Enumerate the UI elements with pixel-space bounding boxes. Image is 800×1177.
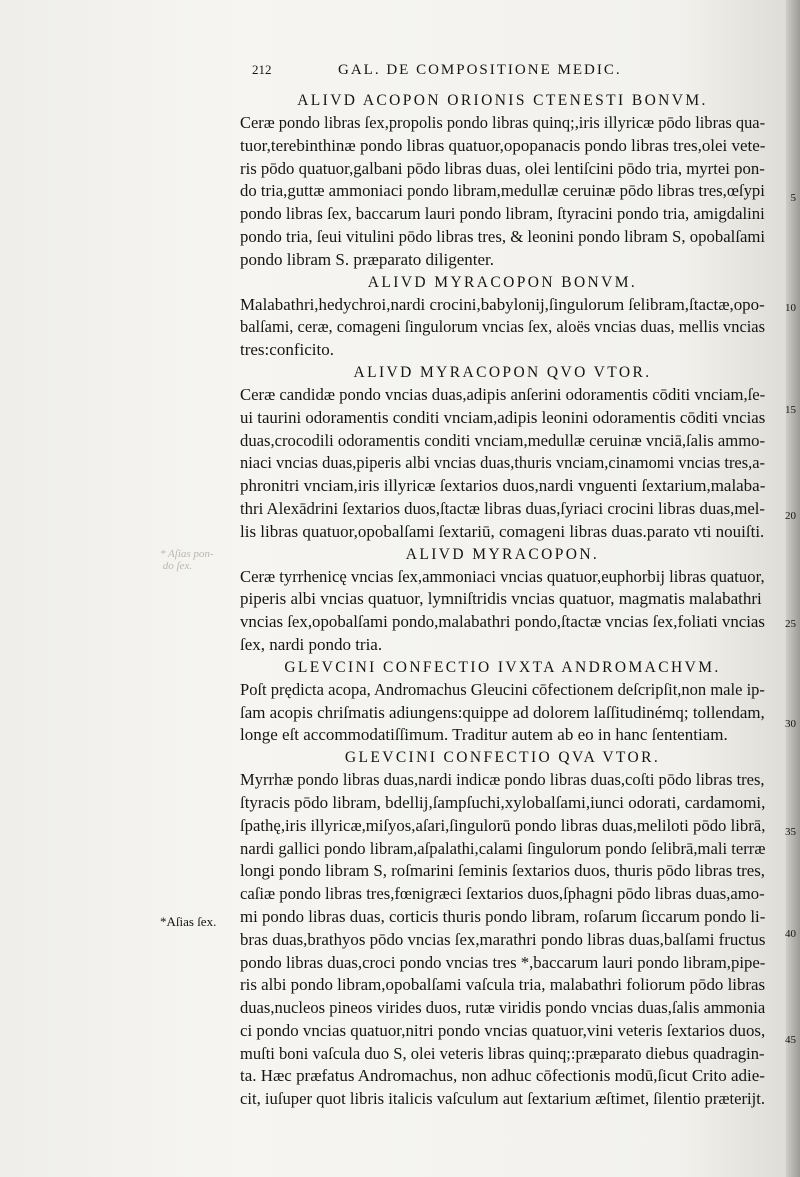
text-line: Ceræ tyrrhenicę vncias ſex,ammoniaci vncias quatuor,euphorbij libras quatuor, xyxy=(240,566,765,586)
text-line: piperis albi vncias quatuor, lymniſtridis vncias quatuor, magmatis malabathri xyxy=(240,589,762,609)
text-line: cit, iuſuper quot libris italicis vaſculum aut ſextarium æſtimet, ſilentio præterijt. xyxy=(240,1089,766,1109)
text-line: tuor,terebinthinæ pondo libras quatuor,opopanacis pondo libras tres,olei vete- xyxy=(240,135,766,155)
section-heading: GLEVCINI CONFECTIO IVXTA ANDROMACHVM. xyxy=(284,658,721,676)
running-title: GAL. DE COMPOSITIONE MEDIC. xyxy=(338,62,622,78)
text-line: Malabathri,hedychroi,nardi crocini,babylonij,ſingulorum ſelibram,ſtactæ,opo- xyxy=(240,294,765,314)
text-line: thri Alexādrini ſextarios duos,ſtactæ libras duas,ſyriaci crocini libras duas,mel- xyxy=(240,498,766,518)
section-heading: ALIVD ACOPON ORIONIS CTENESTI BONVM. xyxy=(297,92,708,109)
text-line: Ceræ candidæ pondo vncias duas,adipis anſerini odoramentis cōditi vnciam,ſe- xyxy=(240,384,766,404)
text-line: longi pondo libram S, roſmarini ſeminis ſextarios duos, thuris pōdo libras tres, xyxy=(240,861,766,881)
text-line: Myrrhæ pondo libras duas,nardi indicæ pondo libras duas,coſti pōdo libras tres, xyxy=(240,770,765,790)
text-line: nardi gallici pondo libram,aſpalathi,calami ſingulorum pondo ſelibrā,mali terræ xyxy=(240,838,766,858)
text-line: Poſt prędicta acopa, Andromachus Gleucini cōfectionem deſcripſit,non male ip- xyxy=(240,679,765,699)
page-edge-shadow xyxy=(786,0,800,1177)
text-line: lis libras quatuor,opobalſami ſextariū, comageni libras duas.parato vti nouiſti. xyxy=(240,521,765,541)
text-line: ſpathę,iris illyricæ,miſyos,aſari,ſingulorū pondo libras duas,meliloti pōdo librā, xyxy=(240,815,766,835)
line-number: 45 xyxy=(785,1034,796,1046)
line-number: 25 xyxy=(785,618,796,630)
line-number: 5 xyxy=(790,192,796,204)
text-line: phronitri vnciam,iris illyricæ ſextarios duos,nardi vnguenti ſextarium,malaba- xyxy=(240,476,766,496)
line-number: 30 xyxy=(785,718,796,730)
text-line: mi pondo libras duas, corticis thuris pondo libram, roſarum ſiccarum pondo li- xyxy=(240,906,766,926)
text-line: bras duas,brathyos pōdo vncias ſex,marathri pondo libras duas,balſami fructus xyxy=(240,929,766,949)
section-heading: ALIVD MYRACOPON QVO VTOR. xyxy=(353,363,652,381)
line-number: 40 xyxy=(785,928,796,940)
line-number: 15 xyxy=(785,404,796,416)
line-number: 35 xyxy=(785,826,796,838)
margin-note-asias: *Aſias ſex. xyxy=(160,914,217,929)
text-line: longe eſt accommodatiſſimum. Traditur autem ab eo in hanc ſententiam. xyxy=(240,725,728,745)
text-line: pondo libras ſex, baccarum lauri pondo libram, ſtyracini pondo tria, amigdalini xyxy=(240,204,765,224)
text-line: ris albi pondo libram,opobalſami vaſcula tria, malabathri foliorum pōdo libras xyxy=(240,975,766,995)
text-line: ui taurini odoramentis conditi vnciam,adipis leonini odoramentis cōditi vncias xyxy=(240,407,766,427)
section-heading: ALIVD MYRACOPON BONVM. xyxy=(367,273,638,291)
section-heading: GLEVCINI CONFECTIO QVA VTOR. xyxy=(344,749,661,767)
text-line: muſti boni vaſcula duo S, olei veteris libras quinq;:præparato diebus quadragin- xyxy=(240,1043,765,1063)
text-line: ta. Hæc præfatus Andromachus, non adhuc cōfectionis modū,ſicut Crito adie- xyxy=(240,1066,765,1086)
text-line: duas,crocodili odoramentis conditi vnciam,medullæ ceruinæ vnciā,ſalis ammo- xyxy=(240,430,765,450)
text-line: pondo libram S. præparato diligenter. xyxy=(240,249,495,269)
text-line: do tria,guttæ ammoniaci pondo libram,medullæ ceruinæ pōdo libras tres,œſypi xyxy=(240,181,765,201)
text-line: pondo tria, ſeui vitulini pōdo libras tres, & leonini pondo libram S, opobalſami xyxy=(240,226,766,246)
line-number: 20 xyxy=(785,510,796,522)
section-heading: ALIVD MYRACOPON. xyxy=(405,545,600,563)
text-line: duas,nucleos pineos virides duos, rutæ viridis pondo vncias duas,ſalis ammonia xyxy=(240,998,766,1018)
text-line: niaci vncias duas,piperis albi vncias duas,thuris vnciam,cinamomi vncias tres,a- xyxy=(240,453,765,473)
text-line: ſam acopis chriſmatis adiungens:quippe ad dolorem laſſitudinémq; tollendam, xyxy=(240,702,765,722)
text-line: balſami, ceræ, comageni ſingulorum vncias ſex, aloës vncias duas, mellis vncias xyxy=(240,317,766,337)
main-text-block xyxy=(240,90,765,1111)
folio-number: 212 xyxy=(252,62,272,77)
line-number: 10 xyxy=(785,302,796,314)
text-line: ris pōdo quatuor,galbani pōdo libras duas, olei lentiſcini pōdo tria, myrtei pon- xyxy=(240,158,765,178)
text-line: caſiæ pondo libras tres,fœnigræci ſextarios duos,ſphagni pōdo libras duas,amo- xyxy=(240,884,765,904)
text-line: ſex, nardi pondo tria. xyxy=(240,634,383,654)
text-line: tres:conficito. xyxy=(240,340,334,360)
text-line: ci pondo vncias quatuor,nitri pondo vncias quatuor,vini veteris ſextarios duos, xyxy=(240,1020,766,1040)
text-line: pondo libras duas,croci pondo vncias tres *,baccarum lauri pondo libram,pipe- xyxy=(240,952,766,972)
margin-note-faded: * Aſias pon- do ſex. xyxy=(160,548,214,572)
text-line: ſtyracis pōdo libram, bdellij,ſampſuchi,xylobalſami,iunci odorati, cardamomi, xyxy=(240,792,766,812)
text-line: vncias ſex,opobalſami pondo,malabathri pondo,ſtactæ vncias ſex,foliati vncias xyxy=(240,612,765,632)
text-line: Ceræ pondo libras ſex,propolis pondo libras quinq;,iris illyricæ pōdo libras qua- xyxy=(240,113,766,132)
